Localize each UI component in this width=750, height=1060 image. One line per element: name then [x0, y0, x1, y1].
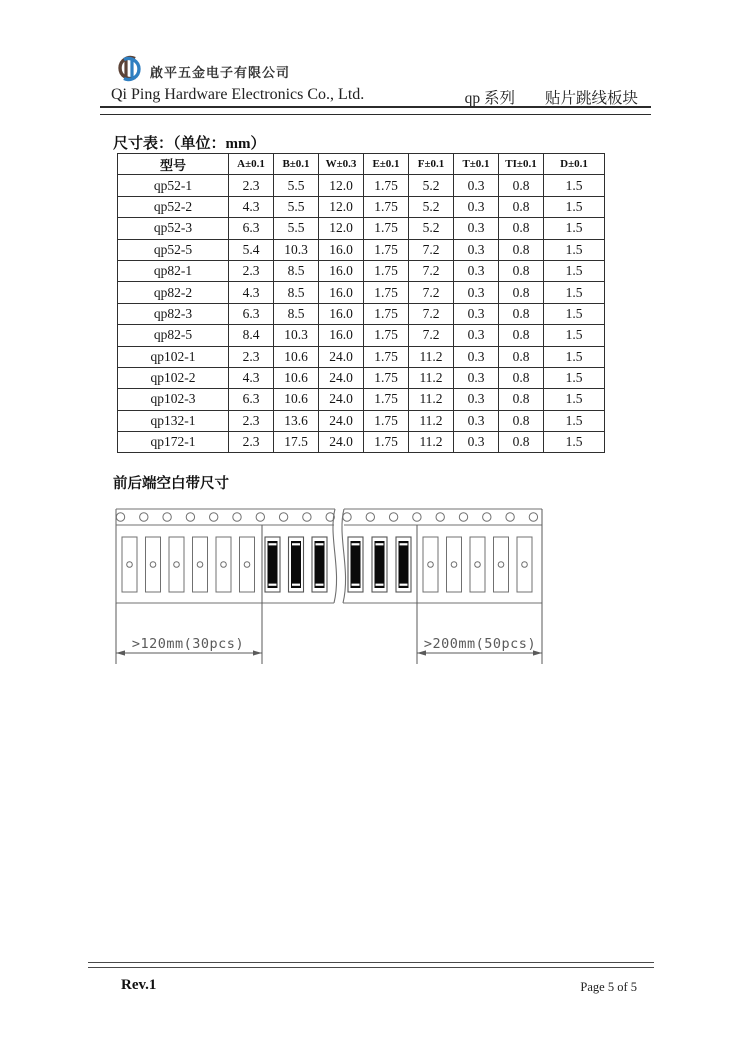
tape-section-heading: 前后端空白带尺寸 — [113, 476, 229, 492]
chip-terminal — [316, 543, 324, 545]
table-row — [118, 432, 605, 453]
table-row — [118, 282, 605, 303]
tape-break-curve-left — [333, 509, 337, 603]
table-cell: 0.8 — [499, 218, 544, 239]
empty-pocket — [169, 537, 184, 592]
table-cell: 5.4 — [229, 239, 274, 260]
table-cell: 0.8 — [499, 196, 544, 217]
table-cell: 17.5 — [274, 432, 319, 453]
table-cell: 24.0 — [319, 410, 364, 431]
table-cell: 16.0 — [319, 303, 364, 324]
table-row — [118, 346, 605, 367]
table-row — [118, 325, 605, 346]
chip-terminal — [400, 543, 408, 545]
table-cell: 7.2 — [409, 260, 454, 281]
table-cell: 10.3 — [274, 325, 319, 346]
table-cell: 11.2 — [409, 389, 454, 410]
table-cell: 1.5 — [544, 410, 605, 431]
table-cell: qp132-1 — [118, 410, 229, 431]
component-chip — [315, 541, 325, 588]
company-name-chinese: 啟平五金电子有限公司 — [150, 65, 291, 80]
table-cell: 0.3 — [454, 196, 499, 217]
table-cell: 24.0 — [319, 367, 364, 388]
table-cell: 1.75 — [364, 282, 409, 303]
chip-terminal — [376, 584, 384, 586]
sprocket-hole — [459, 513, 467, 521]
table-cell: 4.3 — [229, 282, 274, 303]
table-cell: 6.3 — [229, 218, 274, 239]
empty-pocket — [240, 537, 255, 592]
sprocket-hole — [483, 513, 491, 521]
table-cell: 5.5 — [274, 218, 319, 239]
table-cell: 0.3 — [454, 282, 499, 303]
table-cell: 1.5 — [544, 432, 605, 453]
table-cell: 1.75 — [364, 389, 409, 410]
table-cell: 0.3 — [454, 303, 499, 324]
table-cell: 8.5 — [274, 282, 319, 303]
table-cell: 5.2 — [409, 218, 454, 239]
table-row — [118, 218, 605, 239]
table-cell: 16.0 — [319, 239, 364, 260]
page-number: Page 5 of 5 — [580, 980, 637, 994]
table-cell: 24.0 — [319, 432, 364, 453]
table-cell: 8.5 — [274, 303, 319, 324]
column-header: W±0.3 — [319, 154, 364, 175]
table-cell: qp52-1 — [118, 175, 229, 196]
table-cell: 0.8 — [499, 432, 544, 453]
sprocket-hole — [163, 513, 171, 521]
table-cell: 1.75 — [364, 239, 409, 260]
table-cell: qp52-2 — [118, 196, 229, 217]
column-header: F±0.1 — [409, 154, 454, 175]
table-cell: 0.3 — [454, 239, 499, 260]
sprocket-hole — [279, 513, 287, 521]
sprocket-hole — [436, 513, 444, 521]
chip-terminal — [292, 543, 300, 545]
table-cell: 10.6 — [274, 346, 319, 367]
sprocket-hole — [529, 513, 537, 521]
sprocket-hole — [256, 513, 264, 521]
table-row — [118, 389, 605, 410]
table-cell: 1.5 — [544, 367, 605, 388]
table-cell: 0.8 — [499, 346, 544, 367]
table-cell: 1.5 — [544, 282, 605, 303]
sprocket-hole — [343, 513, 351, 521]
table-cell: 8.4 — [229, 325, 274, 346]
empty-pocket — [470, 537, 485, 592]
table-cell: 16.0 — [319, 260, 364, 281]
table-cell: 2.3 — [229, 175, 274, 196]
tape-break-curve-right — [342, 509, 346, 603]
table-cell: 0.8 — [499, 303, 544, 324]
component-chip — [351, 541, 361, 588]
table-cell: 4.3 — [229, 196, 274, 217]
column-header: TI±0.1 — [499, 154, 544, 175]
table-cell: qp102-1 — [118, 346, 229, 367]
header-divider — [100, 106, 651, 115]
table-cell: 10.3 — [274, 239, 319, 260]
column-header: D±0.1 — [544, 154, 605, 175]
table-cell: 6.3 — [229, 389, 274, 410]
table-cell: 4.3 — [229, 367, 274, 388]
column-header: E±0.1 — [364, 154, 409, 175]
empty-pocket — [216, 537, 231, 592]
table-cell: 11.2 — [409, 346, 454, 367]
company-name-english: Qi Ping Hardware Electronics Co., Ltd. — [111, 86, 365, 103]
table-cell: 11.2 — [409, 367, 454, 388]
table-cell: 0.3 — [454, 389, 499, 410]
table-cell: 0.8 — [499, 239, 544, 260]
table-cell: 1.75 — [364, 260, 409, 281]
table-cell: 12.0 — [319, 175, 364, 196]
table-cell: 1.5 — [544, 175, 605, 196]
table-cell: 1.5 — [544, 346, 605, 367]
footer-divider — [88, 962, 654, 968]
table-row — [118, 175, 605, 196]
column-header: T±0.1 — [454, 154, 499, 175]
table-cell: 7.2 — [409, 239, 454, 260]
empty-pocket — [494, 537, 509, 592]
table-cell: 16.0 — [319, 282, 364, 303]
table-cell: 1.5 — [544, 218, 605, 239]
series-label: qp 系列 — [464, 90, 515, 107]
table-cell: 1.75 — [364, 325, 409, 346]
table-cell: 2.3 — [229, 432, 274, 453]
sprocket-hole — [210, 513, 218, 521]
table-cell: 1.75 — [364, 432, 409, 453]
sprocket-hole — [366, 513, 374, 521]
trailer-dimension-label: >200mm(50pcs) — [423, 636, 537, 652]
empty-pocket — [193, 537, 208, 592]
table-cell: 2.3 — [229, 260, 274, 281]
table-cell: 0.8 — [499, 325, 544, 346]
sprocket-hole — [186, 513, 194, 521]
table-cell: 5.5 — [274, 175, 319, 196]
table-cell: 1.5 — [544, 260, 605, 281]
table-cell: 1.5 — [544, 325, 605, 346]
table-cell: 1.75 — [364, 196, 409, 217]
table-cell: 7.2 — [409, 282, 454, 303]
table-cell: 12.0 — [319, 196, 364, 217]
empty-pocket — [517, 537, 532, 592]
table-cell: qp102-2 — [118, 367, 229, 388]
table-row — [118, 239, 605, 260]
table-cell: qp172-1 — [118, 432, 229, 453]
sprocket-hole — [116, 513, 124, 521]
table-cell: 12.0 — [319, 218, 364, 239]
table-cell: qp52-5 — [118, 239, 229, 260]
table-cell: qp82-5 — [118, 325, 229, 346]
table-cell: 24.0 — [319, 346, 364, 367]
column-header: B±0.1 — [274, 154, 319, 175]
table-header-row — [118, 154, 605, 175]
component-chip — [291, 541, 301, 588]
table-cell: 2.3 — [229, 346, 274, 367]
empty-pocket — [122, 537, 137, 592]
table-cell: qp82-2 — [118, 282, 229, 303]
table-cell: 11.2 — [409, 432, 454, 453]
chip-terminal — [400, 584, 408, 586]
table-cell: 0.3 — [454, 432, 499, 453]
empty-pocket — [447, 537, 462, 592]
chip-terminal — [269, 543, 277, 545]
table-cell: 1.75 — [364, 367, 409, 388]
table-cell: 0.3 — [454, 410, 499, 431]
table-row — [118, 367, 605, 388]
table-cell: 10.6 — [274, 389, 319, 410]
dimension-table — [117, 153, 605, 453]
table-cell: 5.5 — [274, 196, 319, 217]
table-cell: 1.5 — [544, 303, 605, 324]
sprocket-hole — [413, 513, 421, 521]
table-row — [118, 196, 605, 217]
chip-terminal — [292, 584, 300, 586]
chip-terminal — [376, 543, 384, 545]
chip-terminal — [316, 584, 324, 586]
table-cell: 7.2 — [409, 325, 454, 346]
table-cell: 0.8 — [499, 175, 544, 196]
component-chip — [268, 541, 278, 588]
header-product-line — [465, 86, 638, 108]
carrier-tape-diagram — [95, 498, 555, 673]
table-cell: 0.3 — [454, 218, 499, 239]
table-cell: 6.3 — [229, 303, 274, 324]
table-cell: 0.8 — [499, 367, 544, 388]
product-label: 贴片跳线板块 — [544, 90, 638, 107]
column-header-model: 型号 — [118, 154, 229, 175]
table-cell: 1.75 — [364, 303, 409, 324]
table-cell: qp82-3 — [118, 303, 229, 324]
leader-dimension-label: >120mm(30pcs) — [131, 636, 245, 652]
column-header: A±0.1 — [229, 154, 274, 175]
table-row — [118, 410, 605, 431]
table-cell: 0.8 — [499, 282, 544, 303]
chip-terminal — [352, 584, 360, 586]
table-cell: qp82-1 — [118, 260, 229, 281]
sprocket-hole — [140, 513, 148, 521]
table-cell: 7.2 — [409, 303, 454, 324]
empty-pocket — [146, 537, 161, 592]
table-cell: 0.8 — [499, 410, 544, 431]
table-cell: 13.6 — [274, 410, 319, 431]
table-cell: 16.0 — [319, 325, 364, 346]
table-cell: 0.3 — [454, 367, 499, 388]
sprocket-hole — [506, 513, 514, 521]
table-cell: 0.8 — [499, 260, 544, 281]
table-cell: 1.75 — [364, 410, 409, 431]
table-cell: 0.3 — [454, 260, 499, 281]
table-cell: 0.8 — [499, 389, 544, 410]
table-cell: 1.75 — [364, 175, 409, 196]
table-cell: 1.5 — [544, 196, 605, 217]
table-row — [118, 303, 605, 324]
table-cell: 24.0 — [319, 389, 364, 410]
table-cell: 1.75 — [364, 218, 409, 239]
table-cell: 1.75 — [364, 346, 409, 367]
table-cell: 10.6 — [274, 367, 319, 388]
sprocket-hole — [233, 513, 241, 521]
table-row — [118, 260, 605, 281]
empty-pocket — [423, 537, 438, 592]
table-cell: 8.5 — [274, 260, 319, 281]
table-cell: qp102-3 — [118, 389, 229, 410]
table-cell: 0.3 — [454, 346, 499, 367]
table-cell: 5.2 — [409, 175, 454, 196]
table-cell: 5.2 — [409, 196, 454, 217]
component-chip — [399, 541, 409, 588]
sprocket-hole — [389, 513, 397, 521]
table-cell: qp52-3 — [118, 218, 229, 239]
company-logo-icon — [111, 50, 147, 86]
table-cell: 1.5 — [544, 389, 605, 410]
table-cell: 0.3 — [454, 175, 499, 196]
component-chip — [375, 541, 385, 588]
size-table-title: 尺寸表：（单位：mm） — [113, 136, 266, 152]
table-cell: 11.2 — [409, 410, 454, 431]
chip-terminal — [352, 543, 360, 545]
sprocket-hole — [303, 513, 311, 521]
revision-label: Rev.1 — [121, 977, 157, 993]
table-cell: 1.5 — [544, 239, 605, 260]
chip-terminal — [269, 584, 277, 586]
table-cell: 0.3 — [454, 325, 499, 346]
table-cell: 2.3 — [229, 410, 274, 431]
